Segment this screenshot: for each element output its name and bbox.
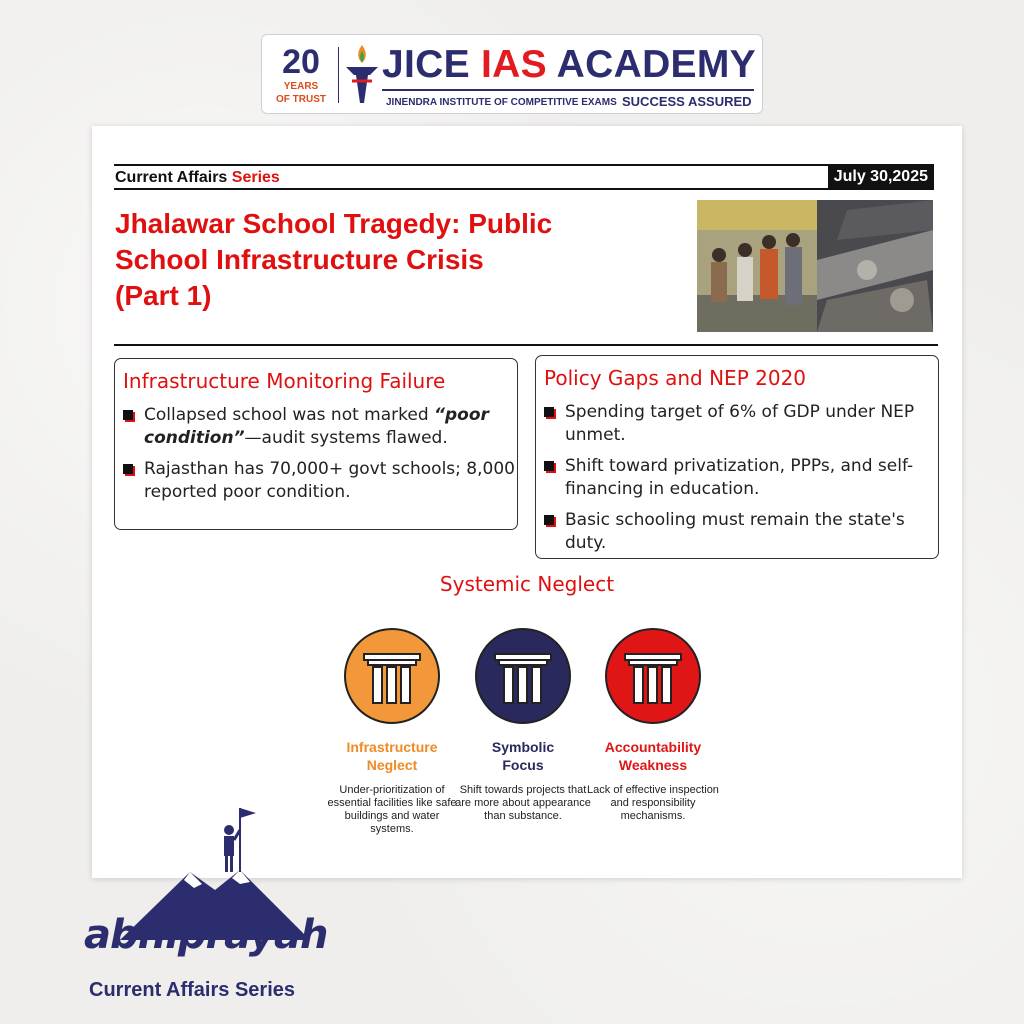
pillar-label: Symbolic Focus bbox=[491, 739, 555, 773]
logo-separator bbox=[338, 47, 339, 103]
pillar-icon bbox=[344, 628, 440, 724]
bullet-icon bbox=[123, 410, 133, 420]
systemic-neglect-title: Systemic Neglect bbox=[439, 572, 615, 596]
pillar-icon bbox=[605, 628, 701, 724]
bullet-icon bbox=[544, 407, 554, 417]
header-rule bbox=[114, 188, 934, 190]
bullet-icon bbox=[123, 464, 133, 474]
pillar-description: Lack of effective inspection and responsibility mechanisms. bbox=[587, 784, 719, 822]
academy-logo bbox=[261, 34, 763, 114]
years-label: YEARS bbox=[283, 81, 319, 92]
pillar-symbolic-focus bbox=[453, 628, 593, 823]
list-item: Rajasthan has 70,000+ govt schools; 8,000 reported poor condition. bbox=[123, 458, 517, 504]
brand-underline bbox=[382, 89, 754, 91]
pillar-label: Infrastructure Neglect bbox=[346, 739, 438, 773]
top-rule bbox=[114, 164, 934, 166]
brand-fullname: JINENDRA INSTITUTE OF COMPETITIVE EXAMS bbox=[386, 97, 617, 108]
brand-name: JICE IAS ACADEMY bbox=[382, 43, 756, 86]
bullet-list bbox=[123, 404, 517, 512]
pillar-accountability-weakness bbox=[583, 628, 723, 823]
pillar-icon bbox=[475, 628, 571, 724]
news-photo bbox=[697, 200, 933, 332]
list-item: Spending target of 6% of GDP under NEP unmet. bbox=[544, 401, 938, 447]
abhiprayah-wordmark: abhiprayah bbox=[84, 912, 328, 958]
infrastructure-monitoring-box bbox=[114, 358, 518, 530]
pillar-description: Shift towards projects that are more about appearance than substance. bbox=[455, 784, 591, 822]
pillar-description: Under-prioritization of essential facilities like safe buildings and water systems. bbox=[327, 784, 457, 835]
box-heading: Infrastructure Monitoring Failure bbox=[123, 369, 446, 393]
bullet-list bbox=[544, 401, 938, 563]
date-badge: July 30,2025 bbox=[828, 166, 934, 188]
footer-subtitle: Current Affairs Series bbox=[89, 979, 295, 1001]
box-heading: Policy Gaps and NEP 2020 bbox=[544, 366, 807, 390]
trust-label: OF TRUST bbox=[276, 94, 326, 105]
torch-emblem-icon bbox=[342, 41, 382, 107]
page-title: Jhalawar School Tragedy: Public School Infrastructure Crisis (Part 1) bbox=[115, 208, 553, 311]
bullet-icon bbox=[544, 461, 554, 471]
years-number: 20 bbox=[282, 43, 320, 81]
bullet-icon bbox=[544, 515, 554, 525]
list-item: Shift toward privatization, PPPs, and self-financing in education. bbox=[544, 455, 938, 501]
section-divider bbox=[114, 344, 938, 346]
policy-gaps-box bbox=[535, 355, 939, 559]
pillar-infrastructure-neglect bbox=[322, 628, 462, 836]
brand-tagline: SUCCESS ASSURED bbox=[622, 94, 752, 109]
list-item: Basic schooling must remain the state's duty. bbox=[544, 509, 938, 555]
content-card bbox=[92, 126, 962, 878]
list-item: Collapsed school was not marked “poor condition”—audit systems flawed. bbox=[123, 404, 517, 450]
series-label: Current Affairs Series bbox=[115, 169, 280, 186]
pillar-label: Accountability Weakness bbox=[604, 739, 702, 773]
